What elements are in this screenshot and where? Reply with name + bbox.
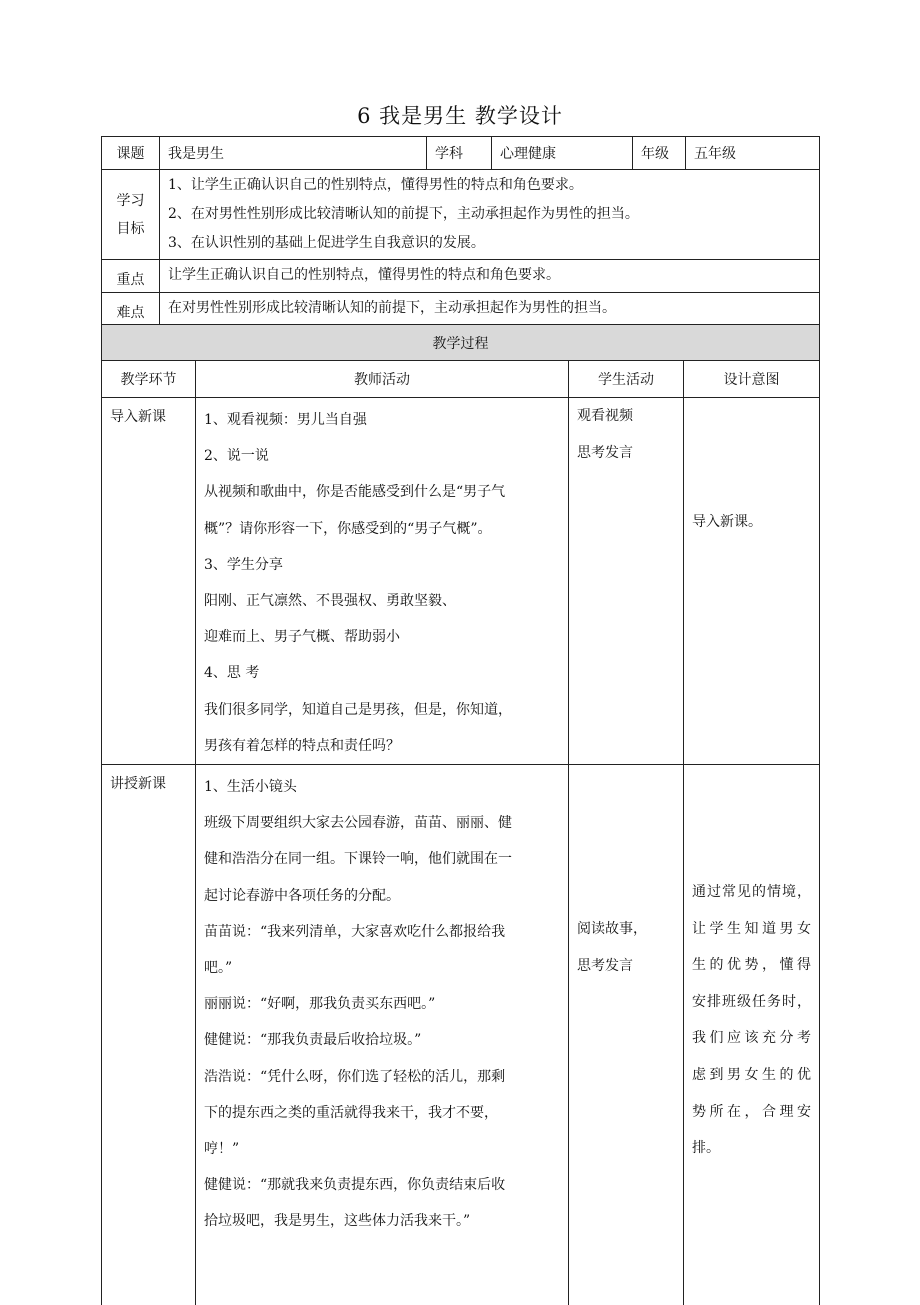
text-line: 通过常见的情境， (692, 884, 811, 901)
difficulty-value: 在对男性性别形成比较清晰认知的前提下，主动承担起作为男性的担当。 (160, 293, 820, 326)
design-intent (684, 398, 820, 765)
text-line: 思考发言 (577, 957, 633, 974)
difficulty-label: 难点 (102, 293, 160, 326)
header-student: 学生活动 (569, 361, 684, 398)
goal-item: 3、在认识性别的基础上促进学生自我意识的发展。 (168, 235, 485, 251)
goals-label-line-1: 学习 (116, 192, 145, 209)
goal-item: 1、让学生正确认识自己的性别特点，懂得男性的特点和角色要求。 (168, 177, 583, 193)
text-line: 苗苗说：“我来列清单，大家喜欢吃什么都报给我 (204, 923, 506, 940)
text-line: 班级下周要组织大家去公园春游，苗苗、丽丽、健 (204, 815, 512, 832)
text-line: 排。 (692, 1140, 720, 1157)
process-band-title: 教学过程 (102, 325, 820, 361)
lesson-label: 课题 (102, 137, 160, 170)
text-line: 我们应该充分考 (692, 1030, 811, 1047)
text-line: 阳刚、正气凛然、不畏强权、勇敢坚毅、 (204, 593, 456, 610)
text-line: 4、思 考 (204, 665, 260, 682)
subject-label: 学科 (427, 137, 492, 170)
text-line: 吧。” (204, 960, 233, 977)
text-line: 从视频和歌曲中，你是否能感受到什么是“男子气 (204, 484, 506, 501)
student-activity (569, 398, 684, 765)
text-line: 丽丽说：“好啊，那我负责买东西吧。” (204, 996, 436, 1013)
header-teacher: 教师活动 (196, 361, 569, 398)
text-line: 思考发言 (577, 444, 633, 461)
text-line: 让学生知道男女 (692, 920, 811, 937)
text-line: 1、观看视频：男儿当自强 (204, 412, 367, 428)
goal-item: 2、在对男性性别形成比较清晰认知的前提下，主动承担起作为男性的担当。 (168, 206, 639, 222)
text-line: 虑到男女生的优 (692, 1067, 811, 1083)
text-line: 概”？请你形容一下，你感受到的“男子气概”。 (204, 520, 492, 537)
goals-label (102, 170, 160, 260)
text-line: 导入新课。 (692, 514, 762, 530)
text-line: 观看视频 (577, 408, 633, 424)
key-point-value: 让学生正确认识自己的性别特点，懂得男性的特点和角色要求。 (160, 260, 820, 293)
course-info-table (101, 136, 820, 326)
teacher-activity (196, 398, 569, 765)
text-line: 阅读故事， (577, 921, 647, 938)
text-line: 浩浩说：“凭什么呀，你们选了轻松的活儿，那剩 (204, 1068, 506, 1085)
text-line: 男孩有着怎样的特点和责任吗？ (204, 737, 400, 754)
grade-value: 五年级 (686, 137, 820, 170)
teacher-activity (196, 765, 569, 1305)
subject-value: 心理健康 (492, 137, 633, 170)
teaching-process-table (101, 324, 820, 1305)
goals-content (160, 170, 820, 260)
stage-cell: 讲授新课 (102, 765, 196, 1305)
text-line: 迎难而上、男子气概、帮助弱小 (204, 629, 400, 646)
text-line: 健健说：“那我负责最后收拾垃圾。” (204, 1032, 422, 1049)
lesson-value: 我是男生 (160, 137, 427, 170)
goals-label-line-2: 目标 (116, 220, 145, 237)
text-line: 1、生活小镜头 (204, 779, 297, 796)
text-line: 拾垃圾吧，我是男生，这些体力活我来干。” (204, 1213, 471, 1230)
student-activity (569, 765, 684, 1305)
text-line: 2、说一说 (204, 448, 269, 465)
page-title: 6 我是男生 教学设计 (357, 104, 563, 128)
text-line: 哼！” (204, 1141, 240, 1158)
design-intent (684, 765, 820, 1305)
text-line: 3、学生分享 (204, 556, 283, 573)
table-row (102, 765, 820, 1305)
text-line: 起讨论春游中各项任务的分配。 (204, 887, 400, 904)
text-line: 下的提东西之类的重活就得我来干，我才不要， (204, 1104, 498, 1121)
text-line: 安排班级任务时， (692, 993, 811, 1010)
header-intent: 设计意图 (684, 361, 820, 398)
stage-cell: 导入新课 (102, 398, 196, 765)
grade-label: 年级 (633, 137, 686, 170)
text-line: 势所在，合理安 (692, 1103, 811, 1120)
table-row (102, 398, 820, 765)
header-stage: 教学环节 (102, 361, 196, 398)
text-line: 健和浩浩分在同一组。下课铃一响，他们就围在一 (204, 851, 512, 868)
key-point-label: 重点 (102, 260, 160, 293)
text-line: 我们很多同学，知道自己是男孩，但是，你知道， (204, 701, 512, 718)
text-line: 生的优势，懂得 (692, 957, 811, 974)
text-line: 健健说：“那就我来负责提东西，你负责结束后收 (204, 1177, 506, 1194)
